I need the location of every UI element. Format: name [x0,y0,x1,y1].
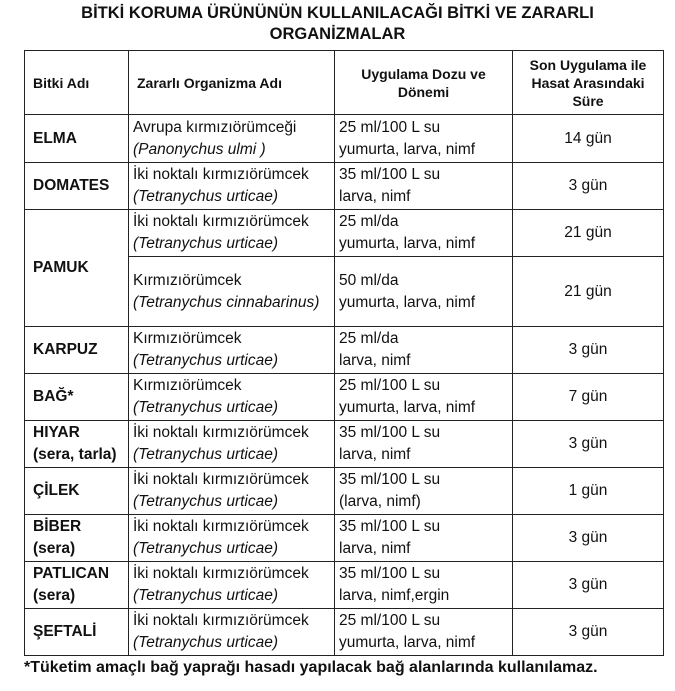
dose-stage: yumurta, larva, nimf [339,235,476,252]
interval-days: 3 gün [513,327,664,374]
organism-name: İki noktalı kırmızıörümcek [133,213,309,230]
dose-amount: 25 ml/da [339,213,399,230]
table-header-row [25,51,664,115]
organism-name: Kırmızıörümcek [133,377,242,394]
organism-latin: (Tetranychus urticae) [133,587,279,604]
organism-cell [129,421,335,468]
dose-amount: 50 ml/da [339,271,399,289]
organism-cell [129,115,335,163]
plant-name: KARPUZ [25,327,129,374]
header-interval: Son Uygulama ile Hasat Arasındaki Süre [513,51,664,115]
dose-cell [335,210,513,257]
usage-table [24,50,664,656]
organism-name: İki noktalı kırmızıörümcek [133,565,309,582]
organism-cell [129,468,335,515]
interval-days: 3 gün [513,421,664,468]
plant-name: DOMATES [25,163,129,210]
plant-name: BAĞ* [25,374,129,421]
title-line-2: ORGANİZMALAR [269,25,406,43]
dose-amount: 35 ml/100 L su [339,565,441,582]
organism-latin: (Tetranychus urticae) [133,235,279,252]
plant-name: PATLICAN [33,565,110,582]
dose-amount: 35 ml/100 L su [339,471,441,488]
dose-stage: yumurta, larva, nimf [339,634,476,651]
title-line-1: BİTKİ KORUMA ÜRÜNÜNÜN KULLANILACAĞI BİTKİ VE ZARARLI [81,4,594,22]
organism-name: İki noktalı kırmızıörümcek [133,518,309,535]
dose-cell [335,609,513,656]
dose-cell [335,515,513,562]
table-row [25,421,664,468]
organism-name: İki noktalı kırmızıörümcek [133,612,309,629]
dose-stage: larva, nimf [339,540,411,557]
plant-name-cell [25,421,129,468]
table-row [25,468,664,515]
dose-amount: 35 ml/100 L su [339,518,441,535]
organism-name: İki noktalı kırmızıörümcek [133,166,309,183]
dose-stage: yumurta, larva, nimf [339,399,476,416]
dose-cell [335,163,513,210]
table-row [25,374,664,421]
interval-days: 21 gün [513,210,664,257]
dose-stage: larva, nimf [339,446,411,463]
organism-cell [129,374,335,421]
plant-name: ÇİLEK [25,468,129,515]
interval-days: 3 gün [513,163,664,210]
plant-name: BİBER [33,518,82,535]
dose-cell [335,374,513,421]
header-dose: Uygulama Dozu ve Dönemi [335,51,513,115]
table-row [25,327,664,374]
plant-name: PAMUK [25,210,129,327]
table-row [25,562,664,609]
dose-stage: (larva, nimf) [339,493,421,510]
table-row [25,115,664,163]
organism-cell [129,163,335,210]
organism-latin: (Tetranychus cinnabarinus) [133,293,320,311]
organism-latin: (Tetranychus urticae) [133,540,279,557]
footnote: *Tüketim amaçlı bağ yaprağı hasadı yapılacak bağ alanlarında kullanılamaz. [24,659,598,676]
organism-cell [129,257,335,327]
organism-latin: (Panonychus ulmi ) [133,140,266,158]
organism-latin: (Tetranychus urticae) [133,634,279,651]
dose-amount: 35 ml/100 L su [339,166,441,183]
dose-cell [335,327,513,374]
organism-cell [129,327,335,374]
dose-stage: yumurta, larva, nimf [339,293,476,311]
interval-days: 3 gün [513,609,664,656]
organism-latin: (Tetranychus urticae) [133,399,279,416]
dose-stage: yumurta, larva, nimf [339,140,476,158]
interval-days: 1 gün [513,468,664,515]
dose-stage: larva, nimf,ergin [339,587,450,604]
plant-name: HIYAR [33,424,80,441]
dose-amount: 25 ml/100 L su [339,612,441,629]
plant-note: (sera) [33,587,76,604]
dose-amount: 25 ml/da [339,330,399,347]
table-row [25,609,664,656]
organism-name: Avrupa kırmızıörümceği [133,118,297,136]
table-row [25,515,664,562]
table-row [25,210,664,257]
organism-latin: (Tetranychus urticae) [133,188,279,205]
plant-note: (sera) [33,540,76,557]
organism-latin: (Tetranychus urticae) [133,352,279,369]
table-row [25,163,664,210]
dose-stage: larva, nimf [339,188,411,205]
dose-cell [335,421,513,468]
dose-cell [335,562,513,609]
organism-latin: (Tetranychus urticae) [133,493,279,510]
interval-days: 14 gün [513,115,664,163]
header-plant: Bitki Adı [25,51,129,115]
dose-amount: 25 ml/100 L su [339,118,441,136]
interval-days: 3 gün [513,515,664,562]
interval-days: 3 gün [513,562,664,609]
organism-cell [129,562,335,609]
interval-days: 7 gün [513,374,664,421]
organism-name: Kırmızıörümcek [133,271,242,289]
organism-cell [129,515,335,562]
dose-stage: larva, nimf [339,352,411,369]
organism-name: Kırmızıörümcek [133,330,242,347]
dose-cell [335,257,513,327]
dose-amount: 35 ml/100 L su [339,424,441,441]
organism-cell [129,609,335,656]
interval-days: 21 gün [513,257,664,327]
organism-name: İki noktalı kırmızıörümcek [133,471,309,488]
plant-name: ŞEFTALİ [25,609,129,656]
dose-amount: 25 ml/100 L su [339,377,441,394]
dose-cell [335,468,513,515]
organism-name: İki noktalı kırmızıörümcek [133,424,309,441]
plant-name-cell [25,515,129,562]
dose-cell [335,115,513,163]
plant-name-cell [25,562,129,609]
page-title [0,3,675,45]
plant-note: (sera, tarla) [33,446,117,463]
plant-name: ELMA [25,115,129,163]
organism-cell [129,210,335,257]
header-organism: Zararlı Organizma Adı [129,51,335,115]
organism-latin: (Tetranychus urticae) [133,446,279,463]
